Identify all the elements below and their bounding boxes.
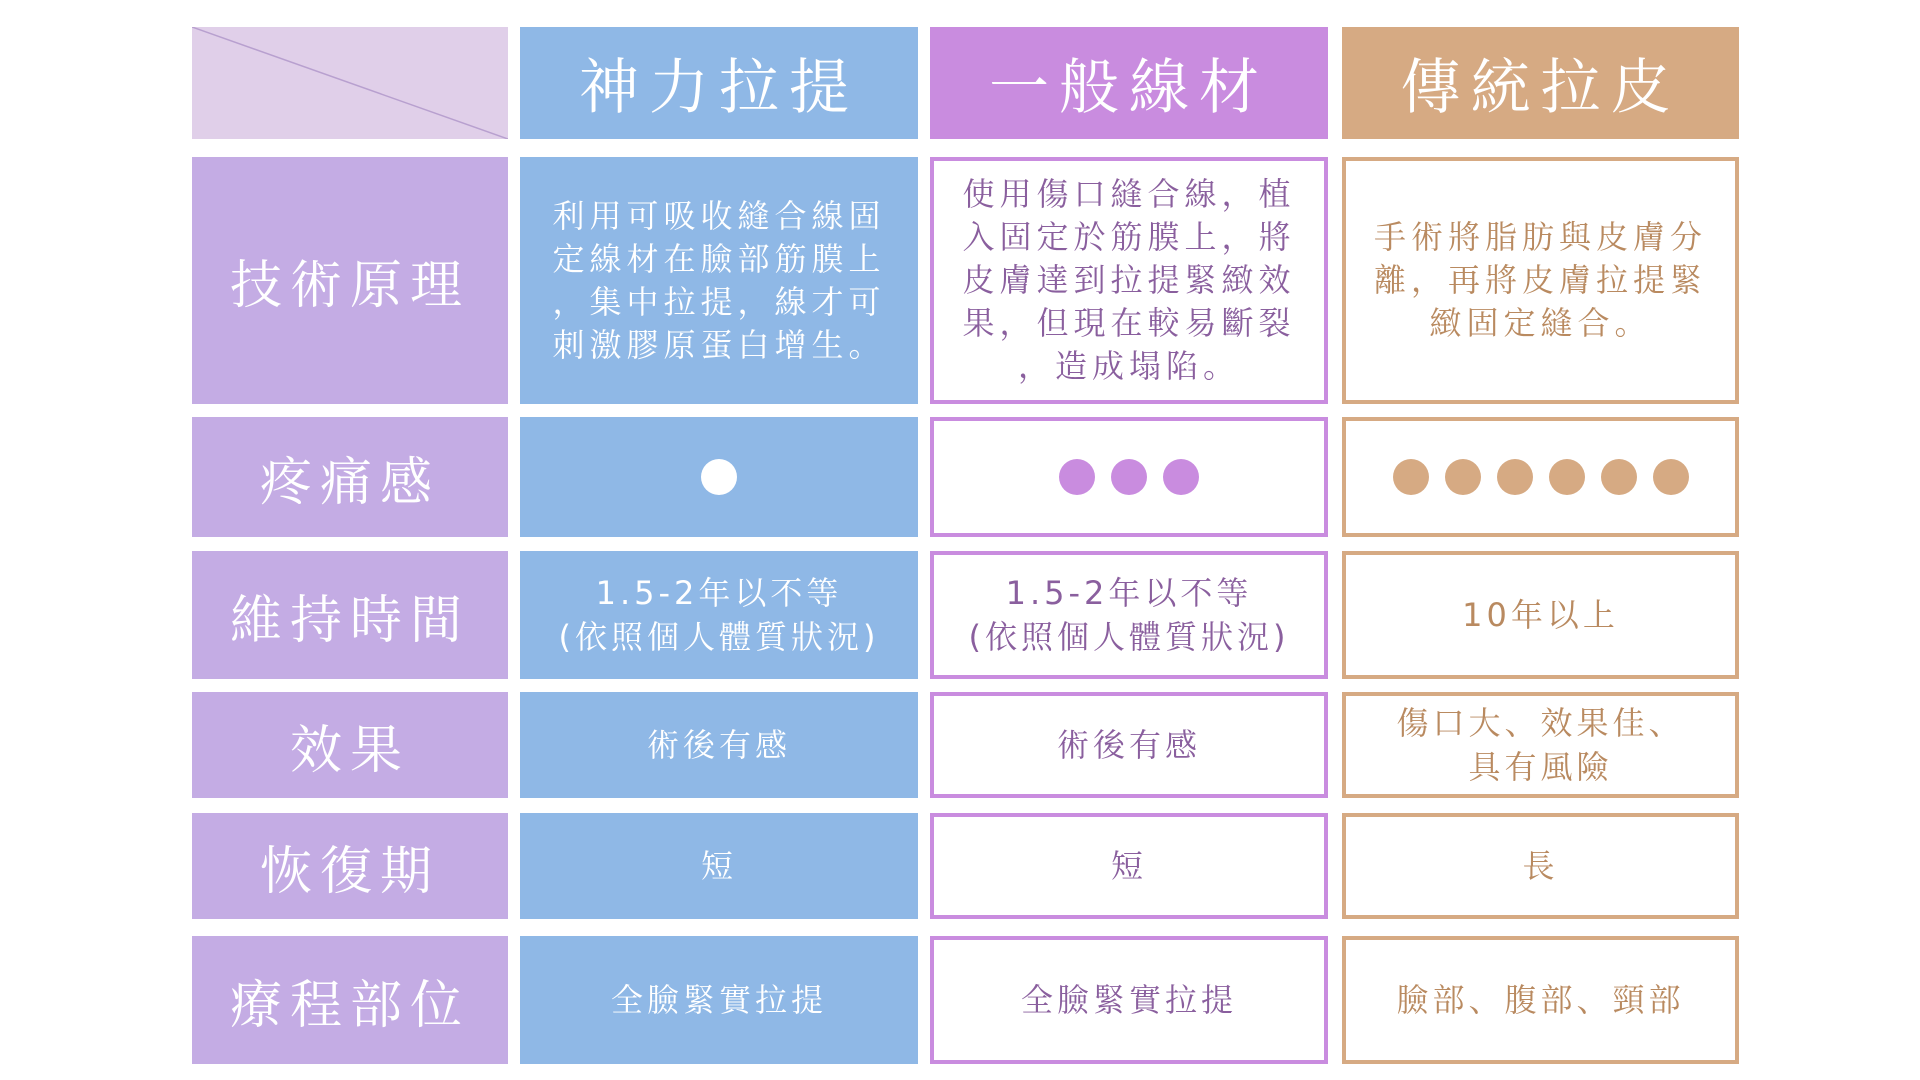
table-cell: [520, 936, 918, 1064]
table-cell: [1342, 692, 1739, 798]
row-header-pain: 疼痛感: [192, 417, 508, 537]
cell-text: 臉部、腹部、頸部: [1396, 981, 1685, 1019]
cell-text: 術後有感: [646, 726, 791, 764]
row-header-recovery: 恢復期: [192, 813, 508, 919]
pain-dot-icon: [1601, 459, 1637, 495]
pain-dots: [1393, 459, 1689, 495]
table-cell: [930, 157, 1328, 404]
cell-text: 手術將脂肪與皮膚分 離，再將皮膚拉提緊 緻固定縫合。: [1373, 218, 1707, 342]
cell-text: 1.5-2年以不等 (依照個人體質狀況): [968, 574, 1290, 656]
cell-text: 術後有感: [1056, 726, 1201, 764]
cell-text: 10年以上: [1462, 596, 1619, 634]
pain-dot-icon: [1163, 459, 1199, 495]
table-cell: [930, 551, 1328, 679]
cell-text: 全臉緊實拉提: [610, 981, 827, 1019]
row-header-effect: 效果: [192, 692, 508, 798]
pain-dot-icon: [1549, 459, 1585, 495]
table-cell: [1342, 936, 1739, 1064]
pain-dots: [1059, 459, 1199, 495]
pain-dot-icon: [1059, 459, 1095, 495]
pain-dot-icon: [1445, 459, 1481, 495]
pain-dot-icon: [1111, 459, 1147, 495]
cell-text: 短: [1110, 847, 1147, 885]
diagonal-divider-icon: [192, 27, 508, 139]
column-header-shenli: 神力拉提: [520, 27, 918, 139]
column-header-general-thread: 一般線材: [930, 27, 1328, 139]
pain-dot-icon: [1393, 459, 1429, 495]
table-cell: [930, 813, 1328, 919]
table-cell: [520, 813, 918, 919]
table-cell: [930, 692, 1328, 798]
cell-text: 全臉緊實拉提: [1020, 981, 1237, 1019]
table-cell: [520, 157, 918, 404]
row-header-duration: 維持時間: [192, 551, 508, 679]
cell-text: 使用傷口縫合線，植 入固定於筋膜上，將 皮膚達到拉提緊緻效 果，但現在較易斷裂 ，造成塌陷。: [962, 175, 1296, 385]
cell-text: 1.5-2年以不等 (依照個人體質狀況): [558, 574, 880, 656]
table-cell: [1342, 551, 1739, 679]
table-cell: [520, 551, 918, 679]
row-header-treatment-area: 療程部位: [192, 936, 508, 1064]
pain-dot-icon: [701, 459, 737, 495]
pain-dots: [701, 459, 737, 495]
pain-level-cell: [520, 417, 918, 537]
cell-text: 長: [1522, 847, 1559, 885]
pain-level-cell: [1342, 417, 1739, 537]
table-cell: [930, 936, 1328, 1064]
table-cell: [1342, 157, 1739, 404]
cell-text: 傷口大、效果佳、 具有風險: [1396, 704, 1685, 786]
row-header-technique: 技術原理: [192, 157, 508, 404]
table-cell: [520, 692, 918, 798]
table-cell: [1342, 813, 1739, 919]
pain-dot-icon: [1497, 459, 1533, 495]
column-header-traditional-facelift: 傳統拉皮: [1342, 27, 1739, 139]
pain-dot-icon: [1653, 459, 1689, 495]
cell-text: 利用可吸收縫合線固 定線材在臉部筋膜上 ，集中拉提，線才可 刺激膠原蛋白增生。: [552, 196, 886, 364]
cell-text: 短: [700, 847, 737, 885]
table-corner-cell: [192, 27, 508, 139]
pain-level-cell: [930, 417, 1328, 537]
